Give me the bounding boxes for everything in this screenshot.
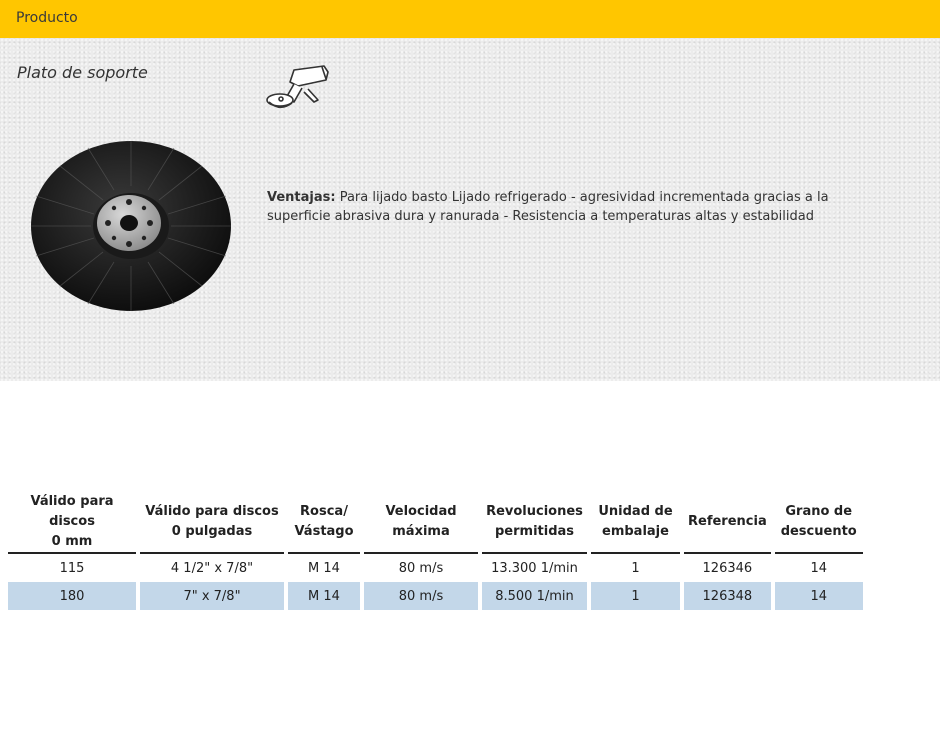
backing-pad-image (28, 138, 234, 314)
cell-discount-grade: 14 (775, 582, 863, 610)
header-reference: Referencia (684, 492, 771, 554)
cell-rpm: 13.300 1/min (491, 560, 578, 576)
cell-disc-mm: 180 (8, 582, 136, 610)
advantages-label: Ventajas: (267, 190, 336, 205)
header-disc-inch: Válido para discos 0 pulgadas (140, 492, 284, 554)
header-pack-unit: Unidad de embalaje (591, 492, 680, 554)
cell-max-speed: 80 m/s (364, 582, 478, 610)
header-title: Producto (16, 10, 78, 26)
header-bar (0, 0, 940, 38)
cell-rpm: 8.500 1/min (482, 582, 587, 610)
header-rpm: Revoluciones permitidas (482, 492, 587, 554)
table-row (8, 582, 863, 610)
cell-pack-unit: 1 (631, 560, 640, 576)
product-panel (0, 38, 940, 381)
cell-reference: 126348 (684, 582, 771, 610)
cell-reference: 126346 (702, 560, 753, 576)
table-row (8, 554, 863, 582)
advantages-description: Para lijado basto Lijado refrigerado - agresividad incrementada gracias a la superficie abrasiva dura y ranurada - Resistencia a temperaturas altas y estabilidad (267, 190, 829, 224)
advantages-text (267, 188, 847, 226)
spec-table (4, 492, 867, 610)
header-thread: Rosca/ Vástago (288, 492, 360, 554)
angle-grinder-icon (264, 62, 334, 118)
product-title: Plato de soporte (17, 63, 148, 82)
cell-thread: M 14 (308, 560, 340, 576)
cell-disc-inch: 4 1/2" x 7/8" (170, 560, 254, 576)
cell-max-speed: 80 m/s (398, 560, 444, 576)
cell-disc-mm: 115 (59, 560, 85, 576)
header-disc-mm: Válido para discos 0 mm (8, 492, 136, 554)
header-max-speed: Velocidad máxima (364, 492, 478, 554)
cell-pack-unit: 1 (591, 582, 680, 610)
cell-disc-inch: 7" x 7/8" (140, 582, 284, 610)
cell-discount-grade: 14 (810, 560, 827, 576)
header-discount-grade: Grano de descuento (775, 492, 863, 554)
table-header-row (8, 492, 863, 554)
cell-thread: M 14 (288, 582, 360, 610)
